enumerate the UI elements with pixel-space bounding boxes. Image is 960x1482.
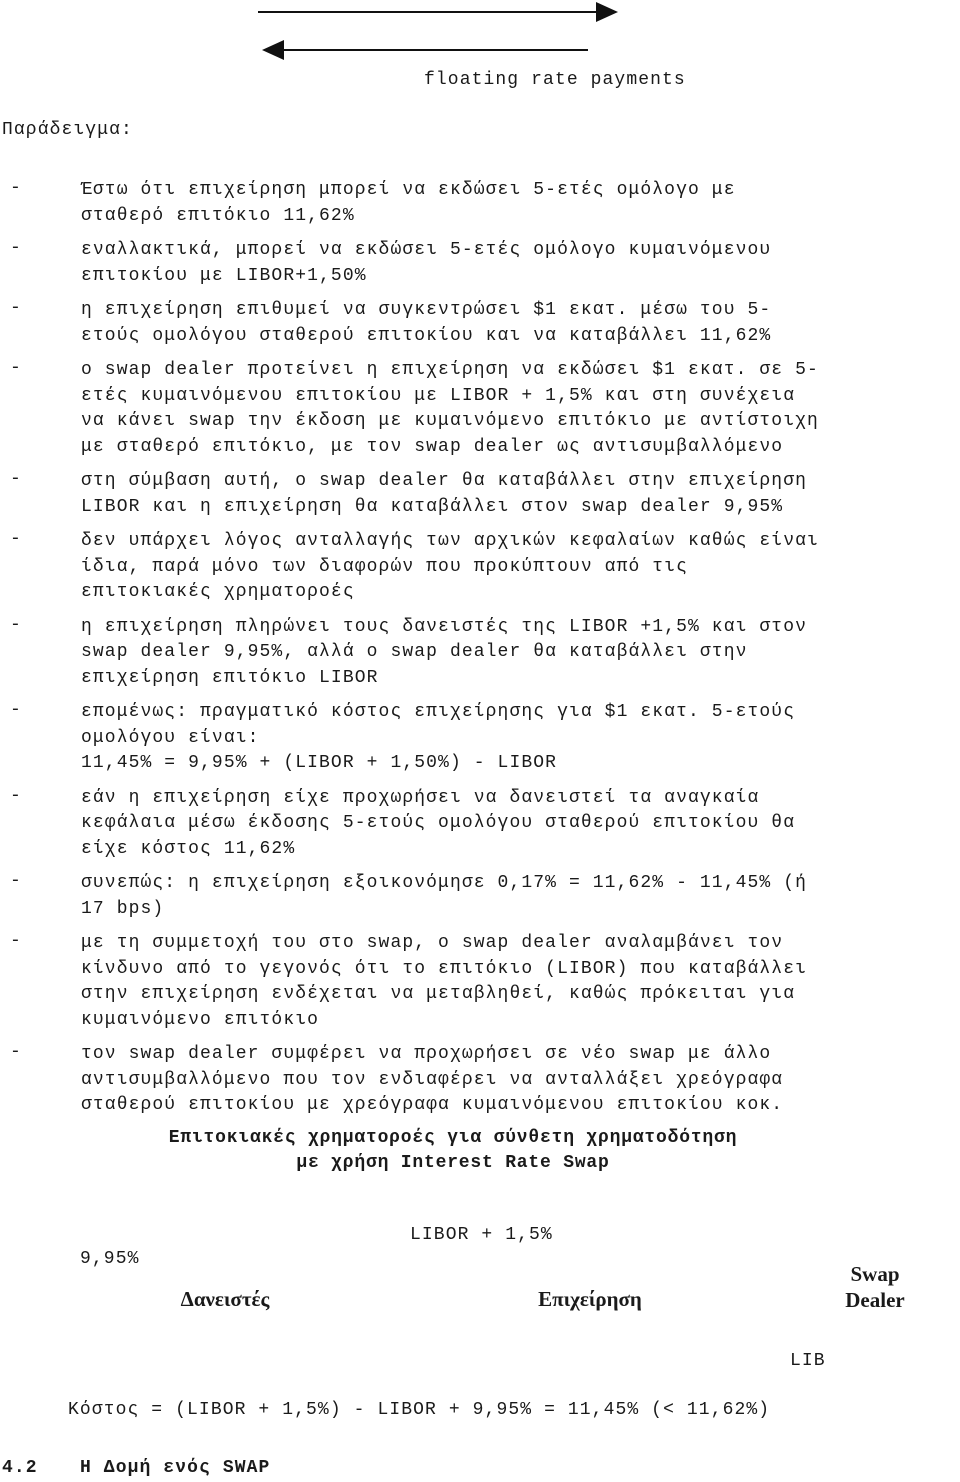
list-bullet-dash: - [10,529,22,549]
list-item-line: με τη συμμετοχή του στο swap, ο swap dealer αναλαμβάνει τον [81,933,784,953]
list-item-line: LIBOR και η επιχείρηση θα καταβάλλει στον swap dealer 9,95% [81,496,784,517]
list-item-line: με σταθερό επιτόκιο, με τον swap dealer ως αντισυμβαλλόμενο [81,436,784,457]
list-item-text [81,178,910,229]
box-swap-dealer [820,1261,930,1313]
list-item [10,178,910,229]
floating-rate-label: floating rate payments [424,70,686,90]
list-item-line: να κάνει swap την έκδοση με κυμαινόμενο επιτόκιο με αντίστοιχη [81,411,819,431]
label-libor-plus-spread: LIBOR + 1,5% [410,1225,553,1245]
list-item [10,1042,910,1119]
box-firm: Επιχείρηση [538,1287,642,1311]
list-item-text [81,529,910,606]
figure-caption-line1: Επιτοκιακές χρηματοροές για σύνθετη χρηματοδότηση [168,1128,738,1148]
list-item [10,700,910,777]
list-item-line: συνεπώς: η επιχείρηση εξοικονόμησε 0,17% = 11,62% - 11,45% (ή [81,873,808,893]
list-item-text [81,700,910,777]
list-item-line: ομολόγου είναι: [81,727,260,748]
list-item-line: κεφάλαια μέσω έκδοσης 5-ετούς ομολόγου σταθερού επιτοκίου θα [81,813,796,833]
list-item-line: η επιχείρηση επιθυμεί να συγκεντρώσει $1 εκατ. μέσω του 5- [81,300,772,320]
list-item-line: 17 bps) [81,898,165,919]
list-item [10,238,910,289]
list-bullet-dash: - [10,178,22,198]
list-item-line: επιτοκιακές χρηματοροές [81,582,355,602]
list-item-line: σταθερού επιτοκίου με χρεόγραφα κυμαινόμενου επιτοκίου κοκ. [81,1095,784,1115]
list-item-text [81,786,910,863]
list-item-text [81,238,910,289]
figure-caption-line2: με χρήση Interest Rate Swap [296,1153,610,1173]
list-item-line: στην επιχείρηση ενδέχεται να μεταβληθεί, καθώς πρόκειται για [81,984,796,1004]
bullet-list [10,178,910,1128]
box-swap-dealer-line1: Swap [850,1262,900,1286]
list-item-text [81,1042,910,1119]
list-item-text [81,615,910,692]
list-item [10,298,910,349]
list-item [10,931,910,1033]
list-item-line: αντισυμβαλλόμενο που τον ενδιαφέρει να ανταλλάξει χρεόγραφα [81,1069,784,1090]
list-item-text [81,931,910,1033]
list-item-line: 11,45% = 9,95% + (LIBOR + 1,50%) - LIBOR [81,753,558,773]
list-bullet-dash: - [10,358,22,378]
list-item [10,615,910,692]
list-item-line: ετούς ομολόγου σταθερού επιτοκίου και να καταβάλλει 11,62% [81,325,772,346]
list-item-line: δεν υπάρχει λόγος ανταλλαγής των αρχικών κεφαλαίων καθώς είναι [81,531,819,551]
list-item-line: επομένως: πραγματικό κόστος επιχείρησης για $1 εκατ. 5-ετούς [81,702,796,722]
box-lenders: Δανειστές [180,1287,270,1311]
list-bullet-dash: - [10,469,22,489]
list-item [10,469,910,520]
list-item-line: swap dealer 9,95%, αλλά ο swap dealer θα καταβάλλει στην [81,642,748,662]
label-fixed-rate: 9,95% [80,1249,140,1269]
list-item-text [81,298,910,349]
list-item-line: Έστω ότι επιχείρηση μπορεί να εκδώσει 5-ετές ομόλογο με [81,180,736,200]
label-libor-bottom: LIB [790,1351,826,1371]
list-item-line: εναλλακτικά, μπορεί να εκδώσει 5-ετές ομόλογο κυμαινόμενου [81,240,772,260]
list-bullet-dash: - [10,700,22,720]
list-item-line: η επιχείρηση πληρώνει τους δανειστές της LIBOR +1,5% και στον [81,616,808,637]
list-item-line: ετές κυμαινόμενου επιτοκίου με LIBOR + 1,5% και στη συνέχεια [81,385,796,406]
list-item-text [81,358,910,460]
list-item-line: σταθερό επιτόκιο 11,62% [81,205,355,226]
list-item-line: στη σύμβαση αυτή, ο swap dealer θα καταβάλλει στην επιχείρηση [81,471,808,491]
example-heading: Παράδειγμα: [2,120,133,140]
list-bullet-dash: - [10,871,22,891]
list-item-text [81,469,910,520]
list-item-line: ίδια, παρά μόνο των διαφορών που προκύπτουν από τις [81,556,688,577]
list-item-line: τον swap dealer συμφέρει να προχωρήσει σε νέο swap με άλλο [81,1044,772,1064]
box-swap-dealer-line2: Dealer [845,1288,905,1312]
list-item-line: εάν η επιχείρηση είχε προχωρήσει να δανειστεί τα αναγκαία [81,787,760,808]
list-bullet-dash: - [10,785,22,806]
list-bullet-dash: - [10,238,22,258]
list-item-line: επιτοκίου με LIBOR+1,50% [81,265,367,286]
cost-equation: Κόστος = (LIBOR + 1,5%) - LIBOR + 9,95% = 11,45% (< 11,62%) [68,1400,771,1420]
list-bullet-dash: - [10,1042,22,1062]
list-item [10,786,910,863]
list-bullet-dash: - [10,931,22,951]
list-item-line: επιχείρηση επιτόκιο LIBOR [81,667,379,688]
list-item [10,358,910,460]
list-item-line: ο swap dealer προτείνει η επιχείρηση να εκδώσει $1 εκατ. σε 5- [81,360,819,380]
list-item [10,871,910,922]
list-item-line: κυμαινόμενο επιτόκιο [81,1009,320,1030]
list-item-line: κίνδυνο από το γεγονός ότι το επιτόκιο (LIBOR) που καταβάλλει [81,958,808,979]
list-bullet-dash: - [10,614,22,635]
list-bullet-dash: - [10,298,22,318]
section-title: Η Δομή ενός SWAP [80,1458,271,1478]
list-item-text [81,871,910,922]
list-item-line: είχε κόστος 11,62% [81,838,296,859]
section-number: 4.2 [2,1458,38,1478]
list-item [10,529,910,606]
